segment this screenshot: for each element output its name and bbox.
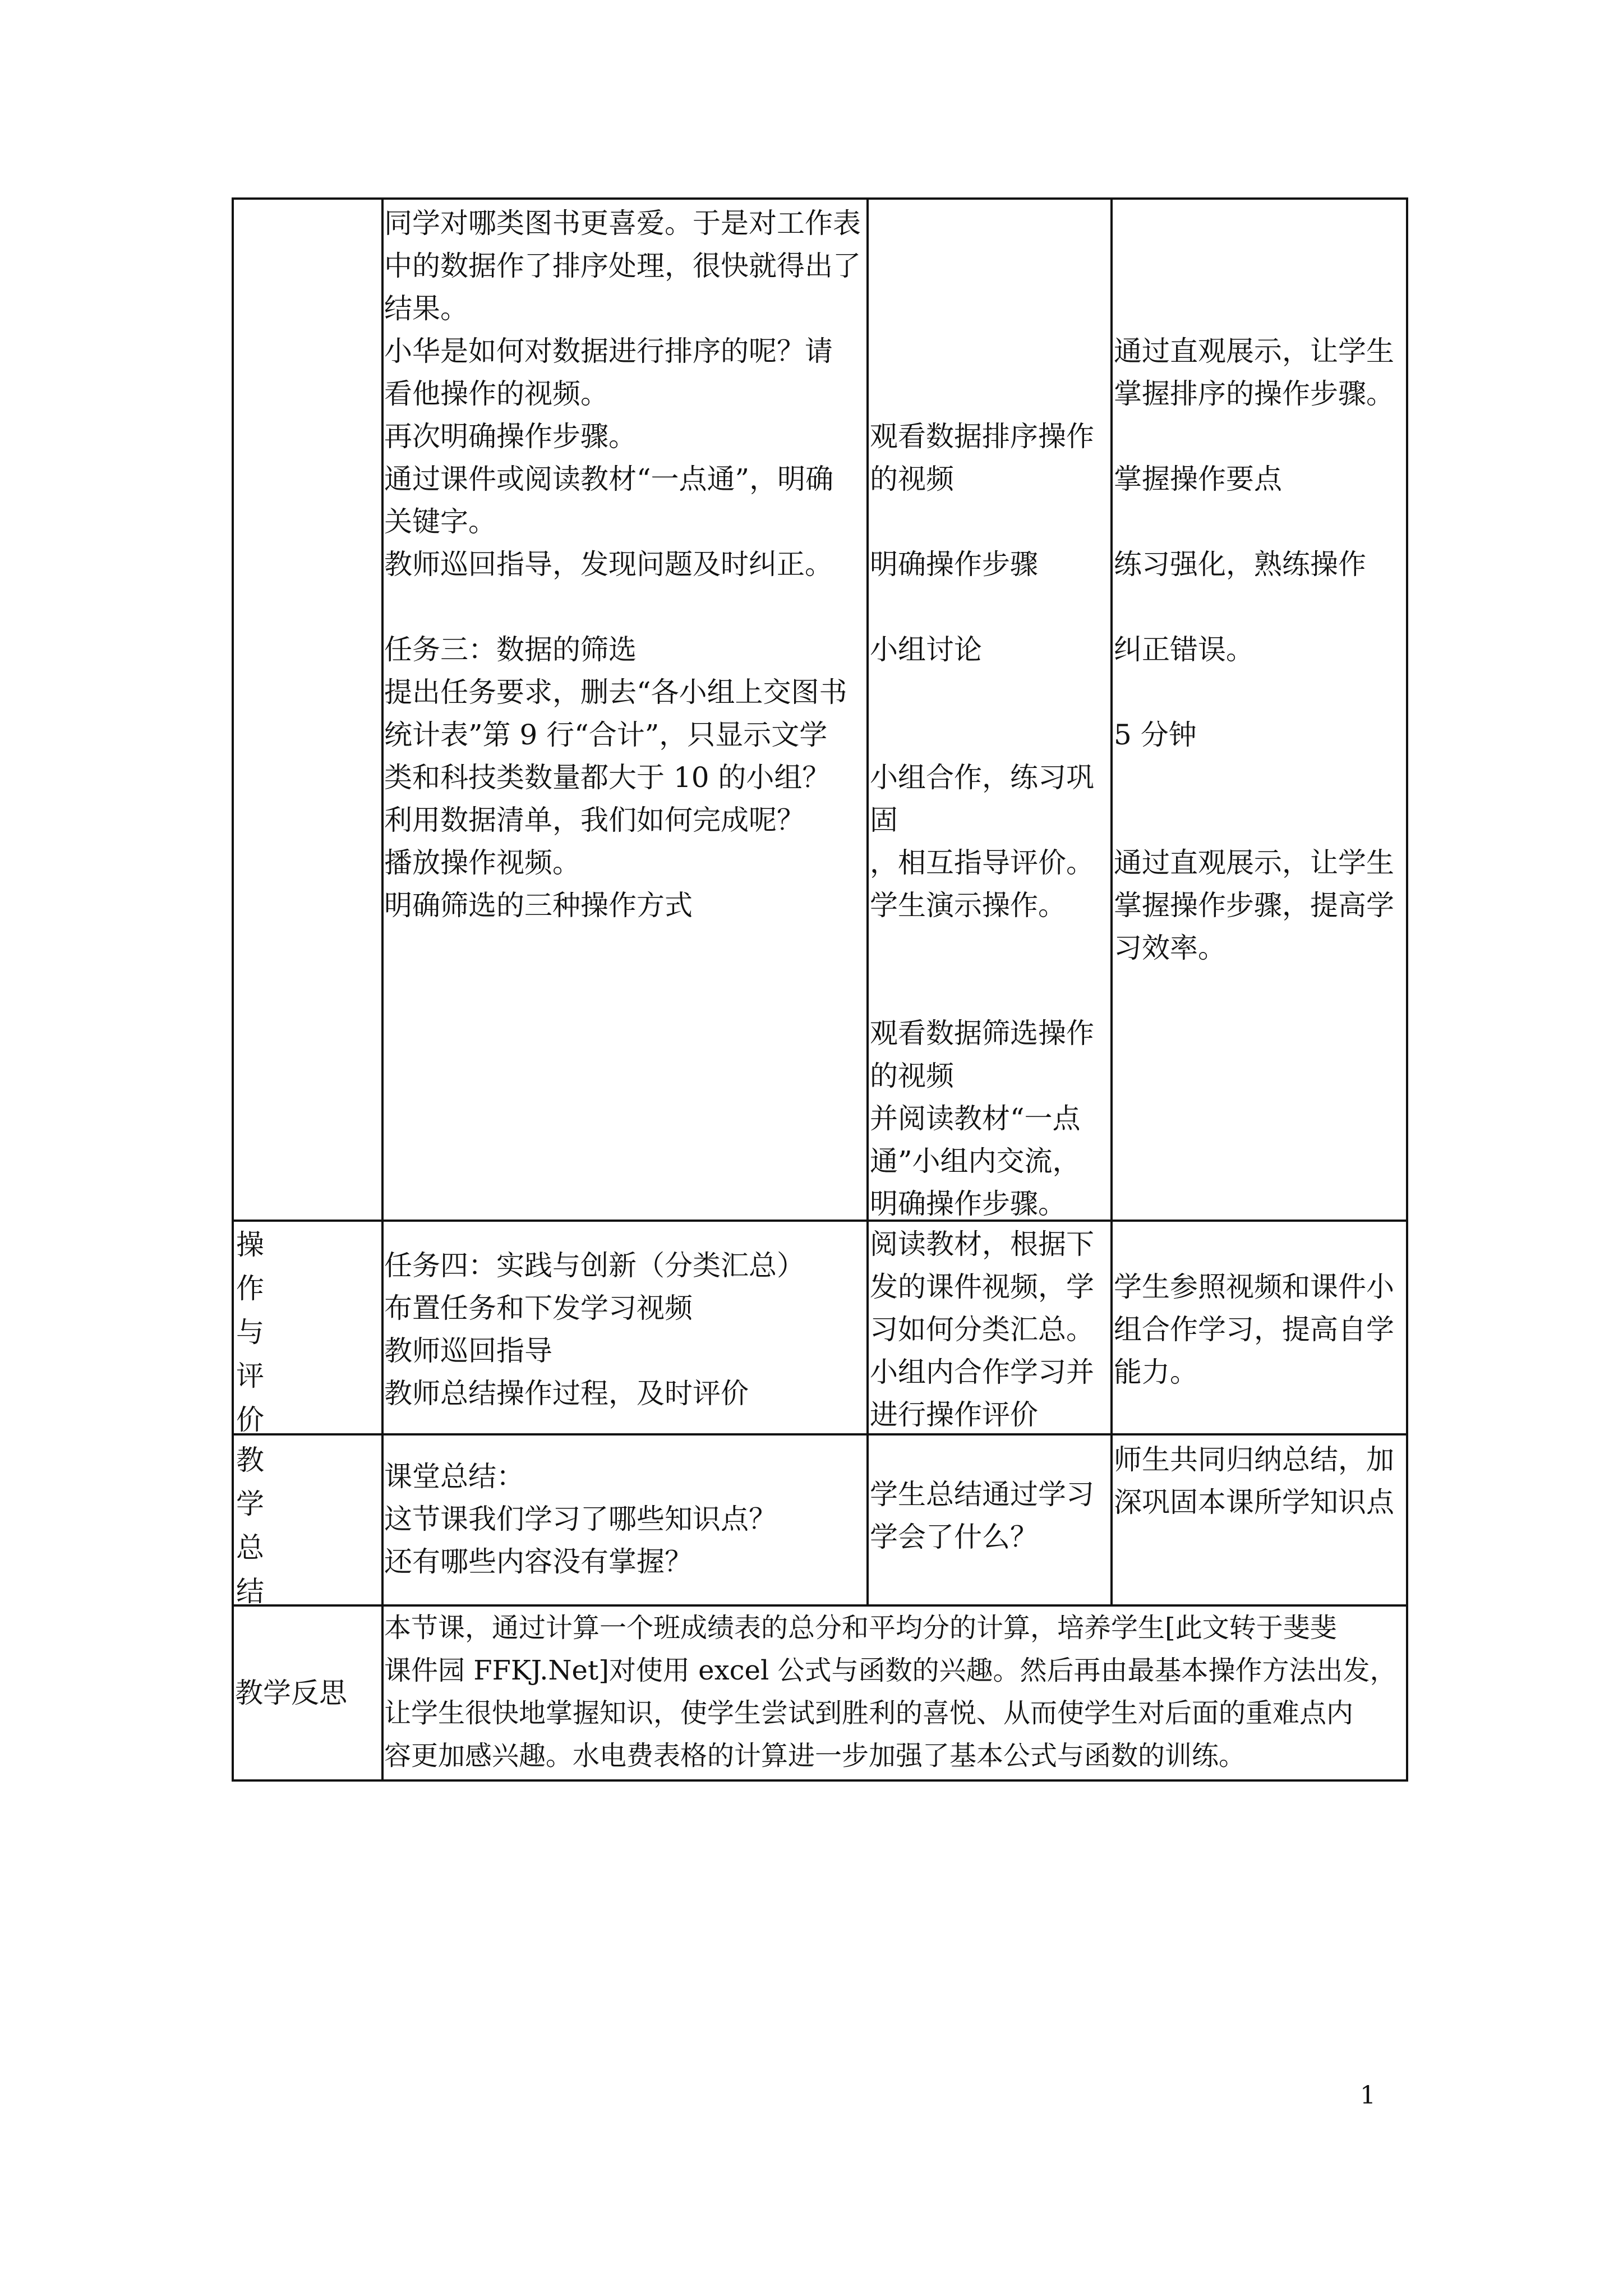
continuation-student-activity: 观看数据排序操作 的视频 明确操作步骤 小组讨论 小组合作，练习巩 固 ，相互指导评价。 学生演示操作。 观看数据筛选操作 的视频 并阅读教材“一点 通”小组内交流， 明确操作步骤。	[870, 420, 1094, 1220]
row-divider-2	[232, 1433, 1408, 1435]
table-border-bottom	[232, 1779, 1408, 1782]
reflection-content: 本节课，通过计算一个班成绩表的总分和平均分的计算，培养学生[此文转于斐斐 课件园 FFKJ.Net]对使用 excel 公式与函数的兴趣。然后再由最基本操作方法出发， 让学生很快地掌握知识，使学生尝试到胜利的喜悦、从而使学生对后面的重难点内 容更加感兴趣。水电费表格的计算进一步加强了基本公式与函数的训练。	[384, 1612, 1397, 1772]
continuation-teacher-activity: 同学对哪类图书更喜爱。于是对工作表 中的数据作了排序处理，很快就得出了 结果。 小华是如何对数据进行排序的呢？请 看他操作的视频。 再次明确操作步骤。 通过课件或阅读教材“一点通”，明确 关键字。 教师巡回指导，发现问题及时纠正。 任务三：数据的筛选 提出任务要求，删去“各小组上交图书 统计表”第 9 行“合计”，只显示文学 类和科技类数量都大于 10 的小组？ 利用数据清单，我们如何完成呢？ 播放操作视频。 明确筛选的三种操作方式	[384, 207, 861, 922]
row-divider-1	[232, 1220, 1408, 1222]
page-number: 1	[1360, 2081, 1376, 2110]
table-border-col1	[381, 197, 384, 1782]
summary-student-activity: 学生总结通过学习 学会了什么？	[870, 1478, 1094, 1553]
table-border-col2	[866, 197, 869, 1605]
table-border-left	[232, 197, 234, 1782]
table-border-right	[1406, 197, 1408, 1782]
practice-stage-label: 操 作 与 评 价	[236, 1228, 264, 1436]
summary-stage-label: 教 学 总 结	[236, 1444, 264, 1608]
reflection-stage-label: 教学反思	[235, 1677, 347, 1709]
summary-teacher-activity: 课堂总结： 这节课我们学习了哪些知识点？ 还有哪些内容没有掌握？	[384, 1460, 777, 1578]
summary-design-intent: 师生共同归纳总结，加 深巩固本课所学知识点	[1114, 1443, 1394, 1519]
practice-student-activity: 阅读教材，根据下 发的课件视频，学 习如何分类汇总。 小组内合作学习并 进行操作评价	[870, 1228, 1094, 1431]
table-border-top	[232, 197, 1408, 200]
lesson-plan-table	[232, 197, 1408, 1782]
practice-teacher-activity: 任务四：实践与创新（分类汇总） 布置任务和下发学习视频 教师巡回指导 教师总结操作过程，及时评价	[384, 1249, 805, 1410]
table-border-col3	[1110, 197, 1113, 1605]
continuation-design-intent: 通过直观展示，让学生 掌握排序的操作步骤。 掌握操作要点 练习强化，熟练操作 纠正错误。 5 分钟 通过直观展示，让学生 掌握操作步骤，提高学 习效率。	[1114, 335, 1394, 964]
practice-design-intent: 学生参照视频和课件小 组合作学习，提高自学 能力。	[1114, 1271, 1394, 1388]
